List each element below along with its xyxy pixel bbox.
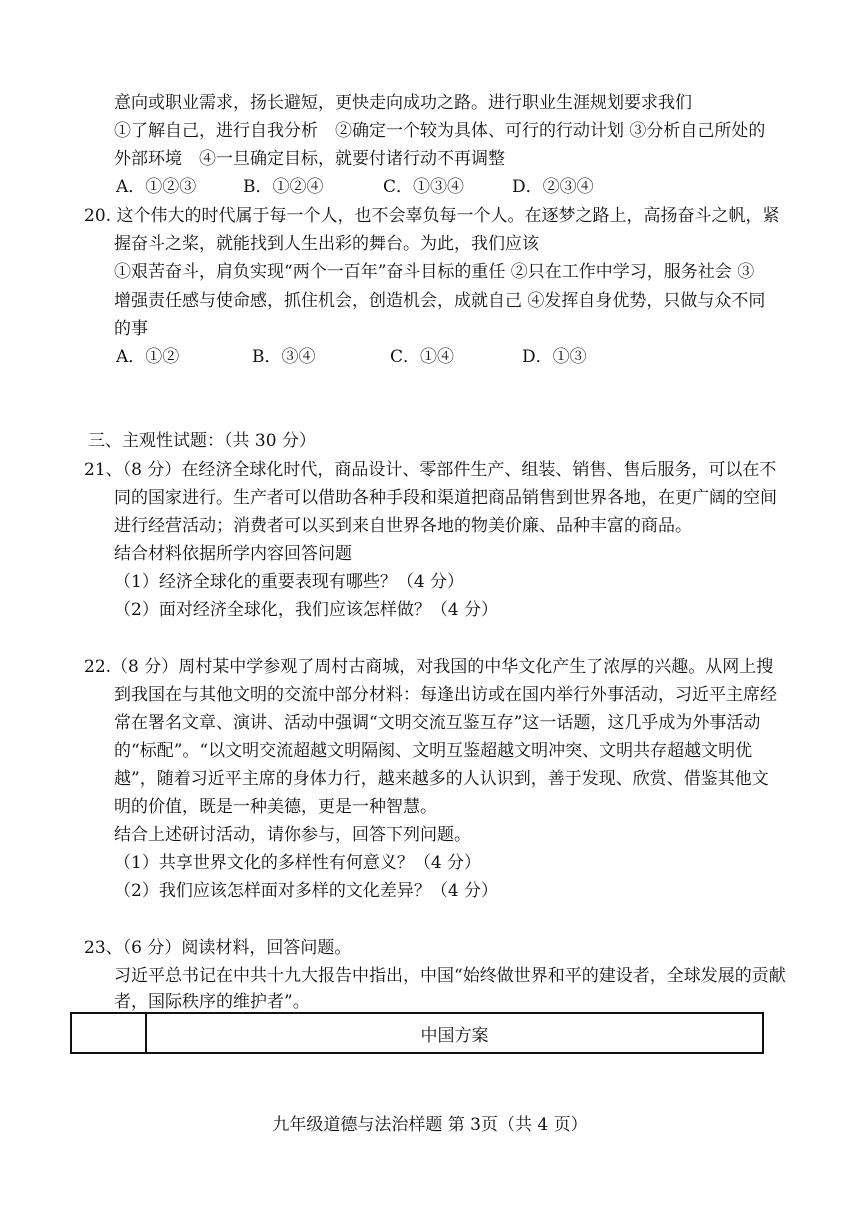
q19-option-b: B．①②④ (243, 177, 324, 197)
q22-instruction: 结合上述研讨活动，请你参与，回答下列问题。 (114, 825, 471, 845)
q23-material: 习近平总书记在中共十九大报告中指出，中国“始终做世界和平的建设者，全球发展的贡献 (114, 966, 786, 986)
q20-statements-line: 增强责任感与使命感，抓住机会，创造机会，成就自己 ④发挥自身优势，只做与众不同 (114, 291, 766, 311)
q20-statements-line: 的事 (114, 319, 148, 339)
china-solution-table (70, 1012, 764, 1054)
q22-stem: 常在署名文章、演讲、活动中强调“文明交流互鉴互存”这一话题，这几乎成为外事活动 (114, 713, 761, 733)
q19-option-a: A．①②③ (116, 177, 197, 197)
table-blank-cell (72, 1014, 147, 1052)
section-heading: 三、主观性试题：（共 30 分） (88, 431, 316, 451)
q23-stem: 23、（6 分）阅读材料，回答问题。 (84, 938, 352, 958)
q22-subquestion-2: （2）我们应该怎样面对多样的文化差异？（4 分） (114, 881, 499, 901)
q22-stem: 的“标配”。“以文明交流超越文明隔阂、文明互鉴超越文明冲突、文明共存超越文明优 (114, 741, 753, 761)
q22-stem: 明的价值，既是一种美德，更是一种智慧。 (114, 797, 437, 817)
q19-text-line: 意向或职业需求，扬长避短，更快走向成功之路。进行职业生涯规划要求我们 (114, 93, 692, 113)
q21-instruction: 结合材料依据所学内容回答问题 (114, 544, 352, 564)
q21-stem: 进行经营活动；消费者可以买到来自世界各地的物美价廉、品种丰富的商品。 (114, 516, 692, 536)
table-header-cell (147, 1014, 762, 1052)
q23-material: 者，国际秩序的维护者”。 (114, 992, 310, 1012)
q19-option-d: D．②③④ (512, 177, 594, 197)
q20-stem: 握奋斗之桨，就能找到人生出彩的舞台。为此，我们应该 (114, 234, 539, 254)
q22-subquestion-1: （1）共享世界文化的多样性有何意义？（4 分） (114, 853, 482, 873)
q20-option-a: A．①② (116, 347, 180, 367)
q20-option-b: B．③④ (252, 347, 316, 367)
q22-stem: 越”，随着习近平主席的身体力行，越来越多的人认识到，善于发现、欣赏、借鉴其他文 (114, 769, 769, 789)
q19-statements-line: 外部环境 ④一旦确定目标，就要付诸行动不再调整 (114, 149, 505, 169)
q19-statements-line: ①了解自己，进行自我分析 ②确定一个较为具体、可行的行动计划 ③分析自己所处的 (114, 121, 766, 141)
q20-stem: 20. 这个伟大的时代属于每一个人，也不会辜负每一个人。在逐梦之路上，高扬奋斗之帆，紧 (84, 206, 780, 226)
q20-statements-line: ①艰苦奋斗，肩负实现“两个一百年”奋斗目标的重任 ②只在工作中学习，服务社会 ③ (114, 262, 755, 282)
q19-option-c: C．①③④ (383, 177, 465, 197)
q21-stem: 21、（8 分）在经济全球化时代，商品设计、零部件生产、组装、销售、售后服务，可以在不 (84, 460, 777, 480)
q21-stem: 同的国家进行。生产者可以借助各种手段和渠道把商品销售到世界各地，在更广阔的空间 (114, 488, 777, 508)
table-header-label: 中国方案 (420, 1025, 489, 1046)
q20-option-c: C．①④ (390, 347, 455, 367)
q22-stem: 22.（8 分）周村某中学参观了周村古商城，对我国的中华文化产生了浓厚的兴趣。从网上搜 (84, 657, 774, 677)
q22-stem: 到我国在与其他文明的交流中部分材料：每逢出访或在国内举行外事活动，习近平主席经 (114, 685, 777, 705)
page-footer: 九年级道德与法治样题 第 3页（共 4 页） (272, 1115, 588, 1135)
q21-subquestion-2: （2）面对经济全球化，我们应该怎样做？（4 分） (114, 600, 499, 620)
q21-subquestion-1: （1）经济全球化的重要表现有哪些？（4 分） (114, 572, 465, 592)
q20-option-d: D．①③ (522, 347, 587, 367)
